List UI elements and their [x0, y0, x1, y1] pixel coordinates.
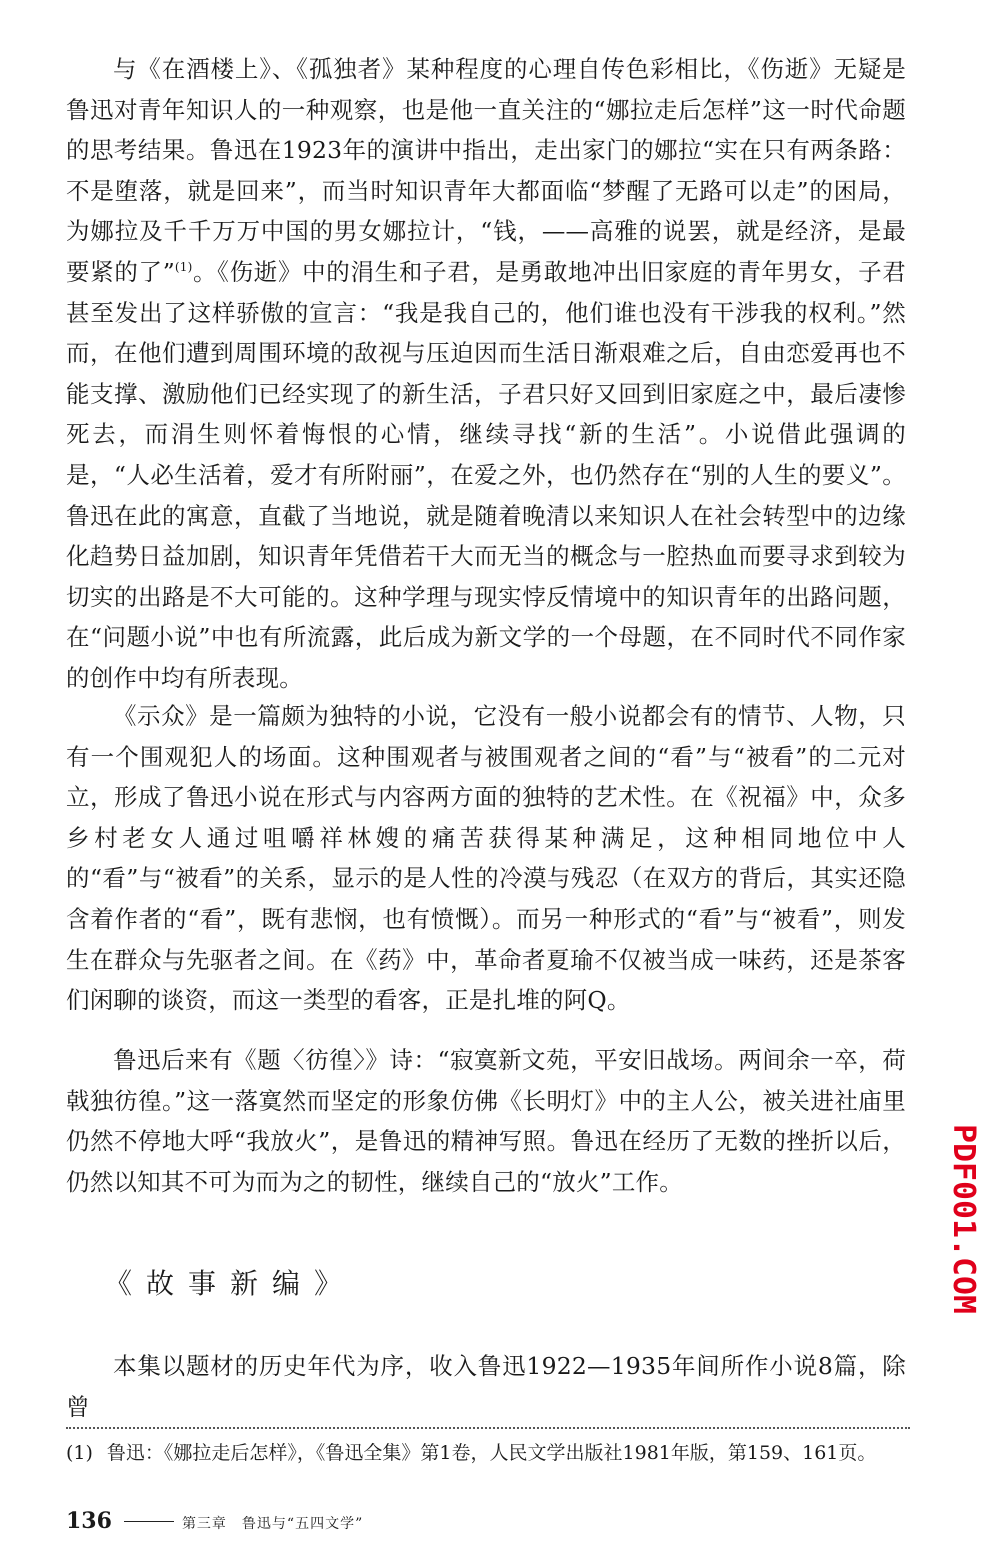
watermark-logo	[932, 1120, 992, 1320]
body-paragraph-1	[66, 49, 906, 699]
watermark-text: PDF001.COM	[946, 1124, 981, 1305]
footnote-divider	[66, 1427, 910, 1429]
paragraph-text: 与《在酒楼上》、《孤独者》某种程度的心理自传色彩相比，《伤逝》无疑是鲁迅对青年知识人的一种观察，也是他一直关注的“娜拉走后怎样”这一时代命题的思考结果。鲁迅在1923年的演讲中指出，走出家门的娜拉“实在只有两条路：不是堕落，就是回来”，而当时知识青年大都面临“梦醒了无路可以走”的困局，为娜拉及千千万万中国的男女娜拉计，“钱，——高雅的说罢，就是经济，是最要紧的了”	[66, 55, 906, 286]
page-number: 136	[66, 1508, 112, 1534]
paragraph-text: 。《伤逝》中的涓生和子君，是勇敢地冲出旧家庭的青年男女，子君甚至发出了这样骄傲的宣言：“我是我自己的，他们谁也没有干涉我的权利。”然而，在他们遭到周围环境的敌视与压迫因而生活日渐艰难之后，自由恋爱再也不能支撑、激励他们已经实现了的新生活，子君只好又回到旧家庭之中，最后凄惨死去，而涓生则怀着悔恨的心情，继续寻找“新的生活”。小说借此强调的是，“人必生活着，爱才有所附丽”，在爱之外，也仍然存在“别的人生的要义”。鲁迅在此的寓意，直截了当地说，就是随着晚清以来知识人在社会转型中的边缘化趋势日益加剧，知识青年凭借若干大而无当的概念与一腔热血而要寻求到较为切实的出路是不大可能的。这种学理与现实悖反情境中的知识青年的出路问题，在“问题小说”中也有所流露，此后成为新文学的一个母题，在不同时代不同作家的创作中均有所表现。	[66, 257, 907, 692]
folio-dash	[124, 1521, 174, 1522]
body-paragraph-2: 《示众》是一篇颇为独特的小说，它没有一般小说都会有的情节、人物，只有一个围观犯人的场面。这种围观者与被围观者之间的“看”与“被看”的二元对立，形成了鲁迅小说在形式与内容两方面的独特的艺术性。在《祝福》中，众多乡村老女人通过咀嚼祥林嫂的痛苦获得某种满足，这种相同地位中人的“看”与“被看”的关系，显示的是人性的冷漠与残忍（在双方的背后，其实还隐含着作者的“看”，既有悲悯，也有愤慨）。而另一种形式的“看”与“被看”，则发生在群众与先驱者之间。在《药》中，革命者夏瑜不仅被当成一味药，还是茶客们闲聊的谈资，而这一类型的看客，正是扎堆的阿Q。	[66, 702, 906, 1015]
body-paragraph-4: 本集以题材的历史年代为序，收入鲁迅1922—1935年间所作小说8篇，除曾	[66, 1352, 906, 1421]
page-footer	[66, 1508, 363, 1538]
watermark-graphic	[932, 1120, 992, 1320]
footnote-reference[interactable]: (1)	[174, 260, 193, 275]
chapter-label: 第三章 鲁迅与“五四文学”	[181, 1516, 364, 1532]
footnote-text: 鲁迅：《娜拉走后怎样》，《鲁迅全集》第1卷，人民文学出版社1981年版，第159、161页。	[106, 1442, 877, 1464]
footnote-marker: (1)	[66, 1442, 93, 1464]
body-paragraph-3: 鲁迅后来有《题〈彷徨〉》诗：“寂寞新文苑，平安旧战场。两间余一卒，荷戟独彷徨。”这一落寞然而坚定的形象仿佛《长明灯》中的主人公，被关进社庙里仍然不停地大呼“我放火”，是鲁迅的精神写照。鲁迅在经历了无数的挫折以后，仍然以知其不可为而为之的韧性，继续自己的“放火”工作。	[66, 1046, 906, 1196]
footnote	[66, 1438, 916, 1468]
section-heading: 《故事新编》	[104, 1267, 357, 1300]
